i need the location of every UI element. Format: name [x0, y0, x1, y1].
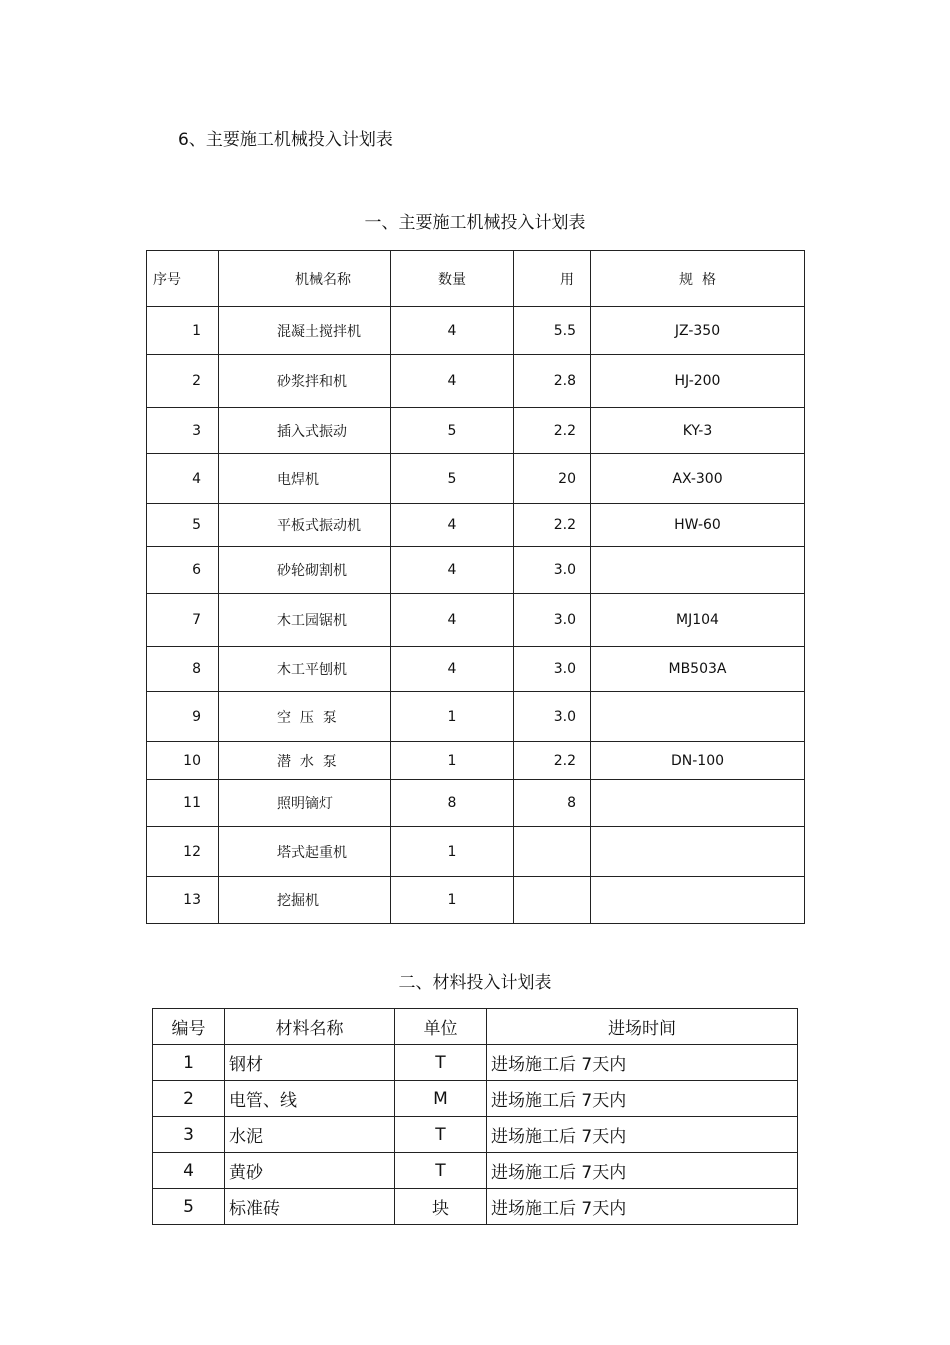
cell-material-no: 5: [153, 1189, 225, 1225]
machinery-row: [147, 647, 805, 692]
header-entry-time: 进场时间: [487, 1009, 798, 1045]
machinery-row: [147, 742, 805, 780]
header-quantity: 数量: [391, 251, 514, 307]
machinery-row: [147, 408, 805, 454]
cell-machine-name: 砂轮砌割机: [219, 547, 391, 594]
cell-entry-time: 进场施工后 7天内: [487, 1189, 798, 1225]
cell-power: 20: [514, 454, 591, 504]
cell-spec: [591, 877, 805, 924]
cell-serial-no: 7: [147, 594, 219, 647]
cell-spec: MJ104: [591, 594, 805, 647]
materials-row: [153, 1117, 798, 1153]
materials-row: [153, 1189, 798, 1225]
machinery-row: [147, 307, 805, 355]
machinery-row: [147, 780, 805, 827]
cell-serial-no: 10: [147, 742, 219, 780]
cell-machine-name: 插入式振动: [219, 408, 391, 454]
machinery-table: [146, 250, 805, 924]
cell-spec: [591, 827, 805, 877]
cell-serial-no: 11: [147, 780, 219, 827]
materials-table-title: 二、材料投入计划表: [398, 973, 552, 993]
cell-entry-time: 进场施工后 7天内: [487, 1045, 798, 1081]
cell-serial-no: 1: [147, 307, 219, 355]
cell-serial-no: 6: [147, 547, 219, 594]
machinery-row: [147, 827, 805, 877]
cell-spec: HJ-200: [591, 355, 805, 408]
cell-quantity: 4: [391, 307, 514, 355]
document-heading: 6、主要施工机械投入计划表: [178, 130, 393, 150]
cell-quantity: 8: [391, 780, 514, 827]
cell-quantity: 1: [391, 692, 514, 742]
header-unit: 单位: [395, 1009, 487, 1045]
machinery-row: [147, 594, 805, 647]
machinery-row: [147, 454, 805, 504]
cell-power: 2.2: [514, 742, 591, 780]
header-power: 用: [514, 251, 591, 307]
cell-serial-no: 2: [147, 355, 219, 408]
cell-unit: T: [395, 1117, 487, 1153]
header-material-name: 材料名称: [225, 1009, 395, 1045]
cell-quantity: 4: [391, 594, 514, 647]
cell-serial-no: 3: [147, 408, 219, 454]
cell-unit: T: [395, 1153, 487, 1189]
cell-power: 2.8: [514, 355, 591, 408]
cell-spec: JZ-350: [591, 307, 805, 355]
cell-serial-no: 13: [147, 877, 219, 924]
materials-table: [152, 1008, 798, 1225]
cell-machine-name: 潜 水 泵: [219, 742, 391, 780]
cell-entry-time: 进场施工后 7天内: [487, 1117, 798, 1153]
cell-power: 3.0: [514, 692, 591, 742]
cell-power: [514, 827, 591, 877]
cell-material-no: 4: [153, 1153, 225, 1189]
cell-serial-no: 12: [147, 827, 219, 877]
cell-quantity: 1: [391, 877, 514, 924]
cell-unit: T: [395, 1045, 487, 1081]
cell-spec: MB503A: [591, 647, 805, 692]
machinery-row: [147, 504, 805, 547]
cell-spec: [591, 547, 805, 594]
cell-machine-name: 木工平刨机: [219, 647, 391, 692]
cell-machine-name: 砂浆拌和机: [219, 355, 391, 408]
cell-material-no: 1: [153, 1045, 225, 1081]
cell-power: 2.2: [514, 504, 591, 547]
machinery-table-title: 一、主要施工机械投入计划表: [364, 213, 586, 233]
cell-power: 5.5: [514, 307, 591, 355]
cell-material-no: 3: [153, 1117, 225, 1153]
materials-header-row: [153, 1009, 798, 1045]
header-material-no: 编号: [153, 1009, 225, 1045]
cell-spec: [591, 780, 805, 827]
cell-quantity: 4: [391, 504, 514, 547]
cell-spec: HW-60: [591, 504, 805, 547]
cell-entry-time: 进场施工后 7天内: [487, 1081, 798, 1117]
materials-row: [153, 1153, 798, 1189]
cell-spec: KY-3: [591, 408, 805, 454]
cell-machine-name: 照明镝灯: [219, 780, 391, 827]
cell-machine-name: 木工园锯机: [219, 594, 391, 647]
machinery-row: [147, 355, 805, 408]
header-machine-name: 机械名称: [219, 251, 391, 307]
cell-machine-name: 挖掘机: [219, 877, 391, 924]
cell-material-name: 水泥: [225, 1117, 395, 1153]
cell-quantity: 1: [391, 742, 514, 780]
materials-row: [153, 1045, 798, 1081]
cell-quantity: 5: [391, 408, 514, 454]
cell-power: 2.2: [514, 408, 591, 454]
cell-unit: M: [395, 1081, 487, 1117]
cell-spec: [591, 692, 805, 742]
cell-machine-name: 电焊机: [219, 454, 391, 504]
machinery-row: [147, 692, 805, 742]
cell-material-name: 标准砖: [225, 1189, 395, 1225]
cell-material-no: 2: [153, 1081, 225, 1117]
cell-material-name: 黄砂: [225, 1153, 395, 1189]
cell-power: 3.0: [514, 594, 591, 647]
cell-power: 3.0: [514, 547, 591, 594]
cell-serial-no: 5: [147, 504, 219, 547]
materials-row: [153, 1081, 798, 1117]
cell-serial-no: 4: [147, 454, 219, 504]
header-spec: 规 格: [591, 251, 805, 307]
cell-machine-name: 塔式起重机: [219, 827, 391, 877]
cell-material-name: 电管、线: [225, 1081, 395, 1117]
cell-power: 8: [514, 780, 591, 827]
cell-machine-name: 平板式振动机: [219, 504, 391, 547]
cell-quantity: 4: [391, 647, 514, 692]
cell-serial-no: 8: [147, 647, 219, 692]
cell-quantity: 1: [391, 827, 514, 877]
cell-quantity: 5: [391, 454, 514, 504]
cell-spec: AX-300: [591, 454, 805, 504]
cell-power: [514, 877, 591, 924]
cell-spec: DN-100: [591, 742, 805, 780]
machinery-row: [147, 877, 805, 924]
cell-entry-time: 进场施工后 7天内: [487, 1153, 798, 1189]
machinery-header-row: [147, 251, 805, 307]
cell-material-name: 钢材: [225, 1045, 395, 1081]
cell-machine-name: 混凝土搅拌机: [219, 307, 391, 355]
cell-machine-name: 空 压 泵: [219, 692, 391, 742]
cell-unit: 块: [395, 1189, 487, 1225]
header-serial-no: 序号: [147, 251, 219, 307]
cell-serial-no: 9: [147, 692, 219, 742]
cell-power: 3.0: [514, 647, 591, 692]
machinery-row: [147, 547, 805, 594]
cell-quantity: 4: [391, 547, 514, 594]
cell-quantity: 4: [391, 355, 514, 408]
